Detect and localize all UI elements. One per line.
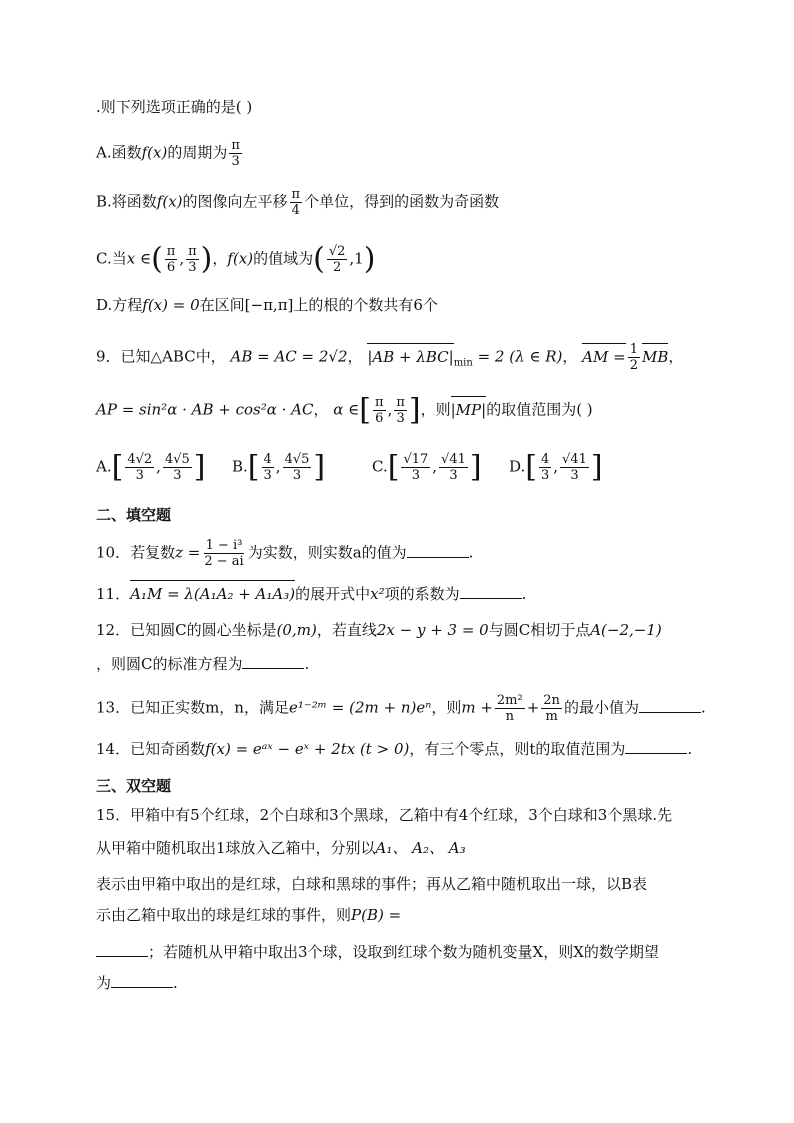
q8-option-d: D.方程f(x) = 0在区间[−π,π]上的根的个数共有6个 — [96, 296, 438, 314]
answer-blank[interactable] — [111, 987, 173, 988]
q11: 11．A₁M = λ(A₁A₂ + A₁A₃)的展开式中x²项的系数为 . — [96, 585, 527, 603]
q14: 14．已知奇函数f(x) = eᵃˣ − eˣ + 2tx (t > 0)，有三个零点，则t的取值范围为 . — [96, 740, 693, 758]
q9-option-a: A.[ $\frac{4√2}{3}$ , $\frac{4√5}{3}$ ] — [96, 449, 206, 485]
q8-option-c: C.当x ∈( $\frac{\pi}{6}$ , $\frac{\pi}{3}$ )，f(x)的值域为( $\frac{√2}{2}$ ,1) — [96, 241, 376, 277]
q15-line-3: 表示由甲箱中取出的是红球，白球和黑球的事件；再从乙箱中随机取出一球，以B表 — [96, 875, 648, 893]
q12-line-2: ，则圆C的标准方程为 . — [96, 655, 310, 673]
section-heading-double-blank: 三、双空题 — [96, 777, 172, 795]
answer-blank[interactable] — [407, 557, 469, 558]
section-heading-fill-in: 二、填空题 — [96, 506, 172, 524]
q9-option-b: B.[ $\frac{4}{3}$ , $\frac{4√5}{3}$ ] — [232, 449, 326, 485]
q15-line-1: 15．甲箱中有5个红球，2个白球和3个黑球，乙箱中有4个红球，3个白球和3个黑球.先 — [96, 806, 673, 824]
q8-option-b: B.将函数f(x)的图像向左平移 $\frac{\pi}{4}$ 个单位，得到的函数为奇函数 — [96, 187, 500, 218]
answer-blank[interactable] — [639, 712, 701, 713]
q8-stem: .则下列选项正确的是( ) — [96, 98, 253, 116]
q15-line-4: 示由乙箱中取出的球是红球的事件，则P(B) = — [96, 906, 402, 924]
q13: 13．已知正实数m，n，满足e¹⁻²ᵐ = (2m + n)eⁿ，则m + $\frac{\text{2m²}}{n}$ + $\frac{2n}{m}$ 的最小值为 . — [96, 693, 706, 724]
answer-blank[interactable] — [625, 753, 687, 754]
answer-blank[interactable] — [96, 956, 148, 957]
q12-line-1: 12．已知圆C的圆心坐标是(0,m)，若直线2x − y + 3 = 0与圆C相切于点A(−2,−1) — [96, 621, 662, 639]
q9-option-c: C.[ $\frac{√17}{3}$ , $\frac{√41}{3}$ ] — [372, 449, 482, 485]
answer-blank[interactable] — [460, 598, 522, 599]
q15-line-5: ；若随机从甲箱中取出3个球，设取到红球个数为随机变量X，则X的数学期望 — [96, 942, 659, 962]
q15-line-2: 从甲箱中随机取出1球放入乙箱中，分别以A₁、 A₂、 A₃ — [96, 839, 466, 857]
q8-option-a: A.函数f(x)的周期为 $\frac{\pi}{3}$ — [96, 138, 240, 169]
answer-blank[interactable] — [242, 668, 304, 669]
q9-line-2: AP = sin²α · AB + cos²α · AC， α ∈[ $\frac{\pi}{6}$ , $\frac{\pi}{3}$ ]，则|MP|的取值范围为( ) — [96, 392, 593, 428]
q15-line-6: 为 . — [96, 974, 178, 992]
q10: 10．若复数z = $\frac{\text{1 − i³}}{2 - ai}$ 为实数，则实数a的值为 . — [96, 538, 474, 569]
q9-option-d: D.[ $\frac{4}{3}$ , $\frac{√41}{3}$ ] — [509, 449, 603, 485]
q9-line-1: 9．已知△ABC中， AB = AC = 2√2， $|AB + \lambda BC|_{min} = 2$ (λ ∈ R)， AM = $\frac{1}{2}$ MB， — [96, 342, 684, 373]
